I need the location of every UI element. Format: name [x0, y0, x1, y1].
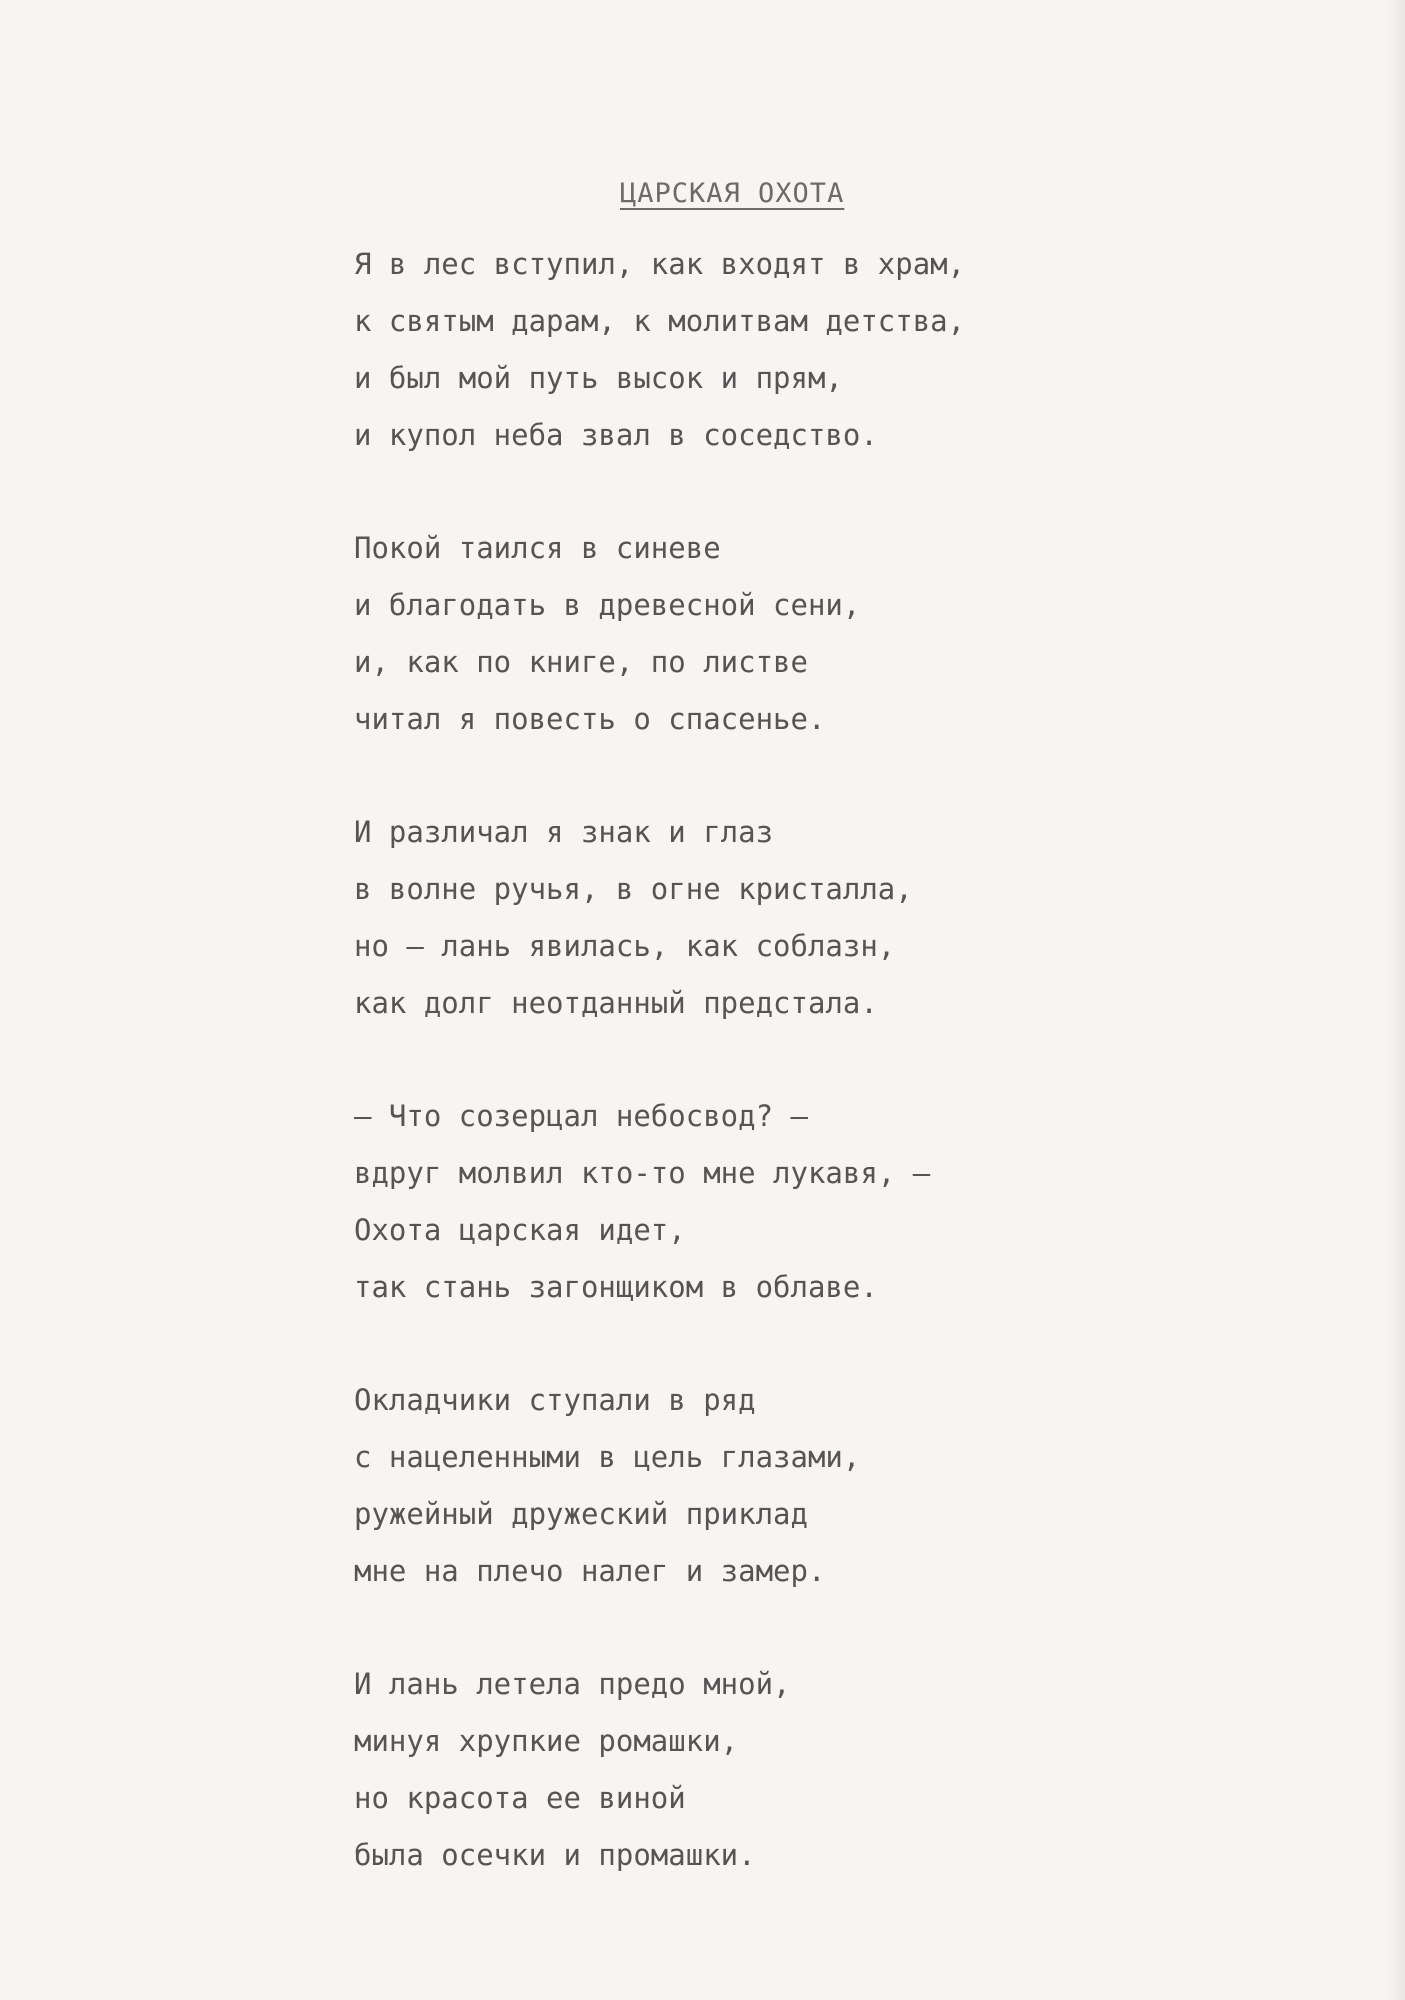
stanza — [354, 1372, 1354, 1600]
stanza — [354, 1656, 1354, 1884]
poem-line: в волне ручья, в огне кристалла, — [354, 872, 913, 906]
poem-line: Охота царская идет, — [354, 1213, 686, 1247]
stanza — [354, 1088, 1354, 1316]
poem-line: была осечки и промашки. — [354, 1838, 756, 1872]
poem-line: и, как по книге, по листве — [354, 645, 808, 679]
poem-line: И различал я знак и глаз — [354, 815, 774, 849]
stanza — [354, 236, 1354, 464]
poem-line: к святым дарам, к молитвам детства, — [354, 304, 966, 338]
poem-line: и благодать в древесной сени, — [354, 588, 861, 622]
poem-line: И лань летела предо мной, — [354, 1667, 791, 1701]
stanza — [354, 804, 1354, 1032]
poem-line: – Что созерцал небосвод? – — [354, 1099, 808, 1133]
poem-line: но красота ее виной — [354, 1781, 686, 1815]
poem-body — [354, 236, 1354, 1940]
poem-title: ЦАРСКАЯ ОХОТА — [620, 178, 845, 209]
poem-line: и купол неба звал в соседство. — [354, 418, 878, 452]
poem-line: читал я повесть о спасенье. — [354, 702, 826, 736]
poem-line: Я в лес вступил, как входят в храм, — [354, 247, 966, 281]
poem-line: так стань загонщиком в облаве. — [354, 1270, 878, 1304]
poem-line: как долг неотданный предстала. — [354, 986, 878, 1020]
poem-line: и был мой путь высок и прям, — [354, 361, 843, 395]
poem-line: вдруг молвил кто-то мне лукавя, – — [354, 1156, 931, 1190]
poem-line: но – лань явилась, как соблазн, — [354, 929, 896, 963]
poem-line: с нацеленными в цель глазами, — [354, 1440, 861, 1474]
poem-line: Покой таился в синеве — [354, 531, 721, 565]
poem-line: ружейный дружеский приклад — [354, 1497, 808, 1531]
stanza — [354, 520, 1354, 748]
poem-line: мне на плечо налег и замер. — [354, 1554, 826, 1588]
poem-line: минуя хрупкие ромашки, — [354, 1724, 739, 1758]
poem-line: Окладчики ступали в ряд — [354, 1383, 756, 1417]
